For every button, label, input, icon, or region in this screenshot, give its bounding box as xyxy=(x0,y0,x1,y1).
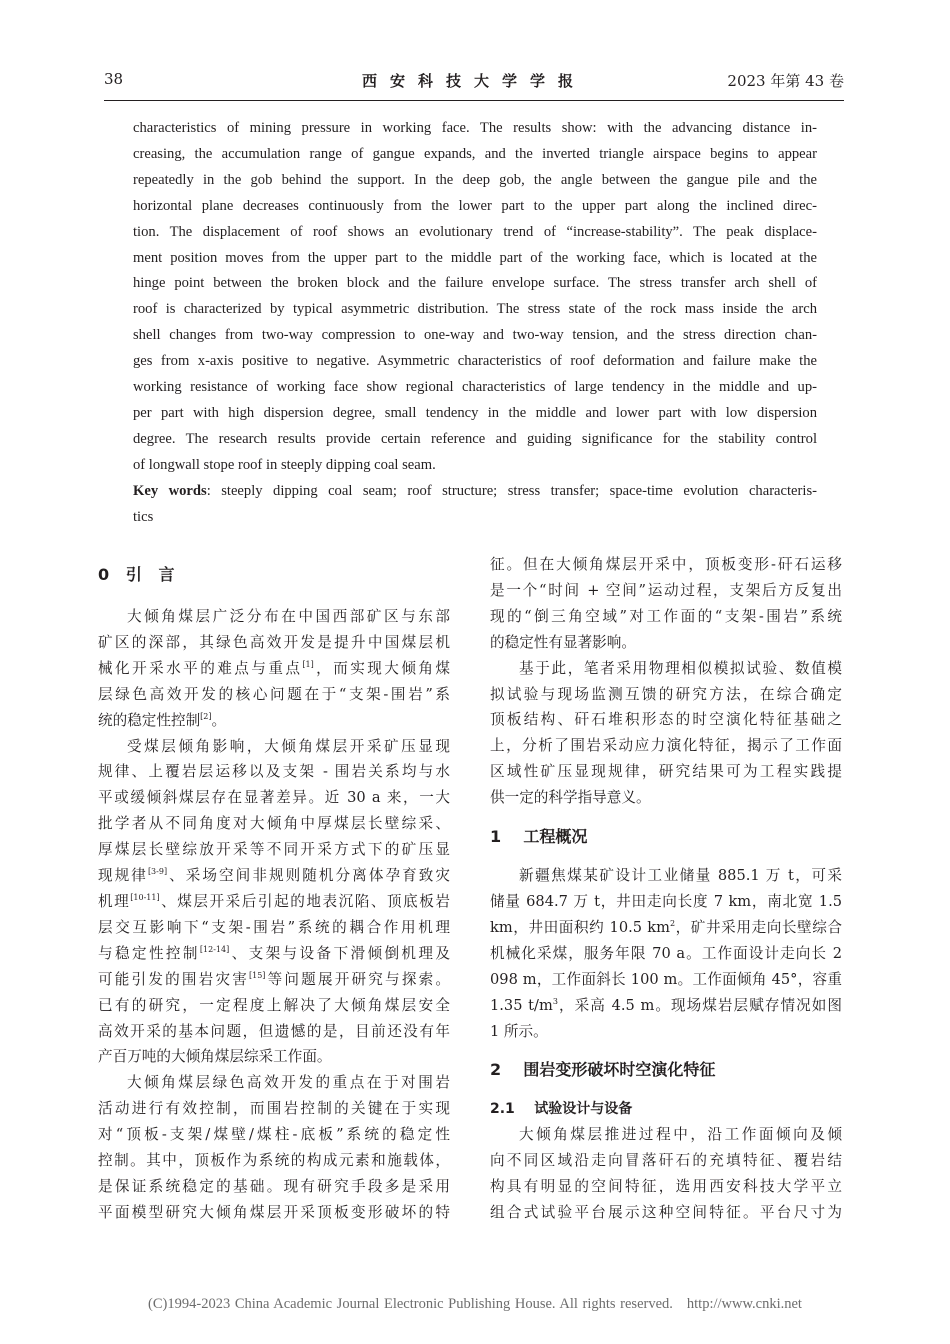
citation: [2] xyxy=(200,711,212,721)
text-line: 层交互影响下“支架-围岩”系统的耦合作用机理 xyxy=(98,918,450,936)
page-number: 38 xyxy=(104,70,124,88)
abstract-line: horizontal plane decreases continuously from the lower part to the upper part along the inclined direc- xyxy=(133,197,817,214)
text-line: 平面模型研究大倾角煤层开采顶板变形破坏的特 xyxy=(98,1203,450,1221)
text-line: 控制。其中，顶板作为系统的构成元素和施载体， xyxy=(98,1152,450,1170)
abstract-line: repeatedly in the gob behind the support. In the deep gob, the angle between the gangue pile and the xyxy=(133,171,817,188)
keywords-label: Key words xyxy=(133,482,207,499)
text-line: 层绿色高效开发的核心问题在于“支架-围岩”系 xyxy=(98,685,450,703)
text-line: 现规律[3-9]、采场空间非规则随机分离体孕育致灾 xyxy=(98,867,450,885)
keywords-text: : steeply dipping coal seam; roof structure; stress transfer; space-time evolution characteris- xyxy=(206,482,817,499)
text-line: 上，分析了围岩采动应力演化特征，揭示了工作面 xyxy=(490,737,842,755)
text-line: 大倾角煤层广泛分布在中国西部矿区与东部 xyxy=(127,608,450,625)
text-line: 矿区的深部，其绿色高效开发是提升中国煤层机 xyxy=(98,633,450,651)
superscript: 2 xyxy=(669,918,676,928)
copyright-footer xyxy=(0,1296,950,1313)
keywords-line xyxy=(133,479,817,505)
text-line: 活动进行有效控制，而围岩控制的关键在于实现 xyxy=(98,1100,450,1118)
journal-title: 西安科技大学学报 xyxy=(361,72,586,90)
abstract-line: hinge point between the broken block and the failure envelope surface. The stress transfer arch shell of xyxy=(133,275,817,292)
citation: [10-11] xyxy=(130,892,160,902)
text-line: 规律、上覆岩层运移以及支架 - 围岩关系均与水 xyxy=(98,763,450,781)
superscript: 3 xyxy=(552,996,558,1006)
text-line: 供一定的科学指导意义。 xyxy=(490,789,651,807)
text-line: 已有的研究，一定程度上解决了大倾角煤层安全 xyxy=(98,996,450,1014)
text-line: 构具有明显的空间特征，选用西安科技大学平立 xyxy=(490,1178,842,1196)
text-line: 是保证系统稳定的基础。现有研究手段多是采用 xyxy=(98,1177,450,1195)
citation: [3-9] xyxy=(147,867,168,877)
abstract-line: roof is characterized by typical asymmetric distribution. The stress state of the rock mass inside the arch xyxy=(133,301,817,318)
abstract-line: of longwall stope roof in steeply dipping coal seam. xyxy=(133,456,436,473)
section-title-intro: 0 引 言 xyxy=(98,565,175,584)
citation: [15] xyxy=(249,970,266,980)
abstract-line: shell changes from two-way compression to one-way and two-way tension, and the stress direction chan- xyxy=(133,327,817,344)
abstract-line: creasing, the accumulation range of gangue expands, and the inverted triangle airspace begins to appear xyxy=(133,145,817,162)
text-line: 高效开采的基本问题，但遗憾的是，目前还没有年 xyxy=(98,1022,450,1040)
section-title-2: 2 围岩变形破坏时空演化特征 xyxy=(490,1060,716,1080)
text-line: 大倾角煤层绿色高效开发的重点在于对围岩 xyxy=(127,1074,450,1092)
text-line: 可能引发的围岩灾害[15]等问题展开研究与探索。 xyxy=(98,970,450,988)
text-line: 平或缓倾斜煤层存在显著差异。近 30 a 来，一大 xyxy=(98,789,450,807)
text-line: 产百万吨的大倾角煤层综采工作面。 xyxy=(98,1048,332,1066)
text-line: 向不同区域沿走向冒落矸石的充填特征、覆岩结 xyxy=(490,1152,842,1170)
text-line: 大倾角煤层推进过程中，沿工作面倾向及倾 xyxy=(519,1126,842,1144)
keywords-line-2: tics xyxy=(133,508,154,525)
text-line: 机械化采煤，服务年限 70 a。工作面设计走向长 2 xyxy=(490,944,842,962)
text-line: 现的“倒三角空域”对工作面的“支架-围岩”系统 xyxy=(490,607,842,625)
text-line: 顶板结构、矸石堆积形态的时空演化特征基础之 xyxy=(490,711,842,729)
abstract-line: ges from x-axis positive to negative. Asymmetric characteristics of roof deformation and failure make the xyxy=(133,353,817,370)
text-line: 厚煤层长壁综放开采等不同开采方式下的矿压显 xyxy=(98,841,450,859)
text-line: 区域性矿压显现规律，研究结果可为工程实践提 xyxy=(490,763,842,781)
copyright-text: (C)1994-2023 China Academic Journal Electronic Publishing House. All rights reserved. xyxy=(148,1296,673,1312)
abstract-line: ment position moves from the upper part to the middle part of the working face, which is located at the xyxy=(133,249,817,266)
volume-info: 2023 年第 43 卷 xyxy=(727,72,844,90)
text-line: 拟试验与现场监测互馈的研究方法，在综合确定 xyxy=(490,685,842,703)
text-line: 新疆焦煤某矿设计工业储量 885.1 万 t，可采 xyxy=(519,867,842,885)
text-line: 是一个“时间 + 空间”运动过程，支架后方反复出 xyxy=(490,581,842,599)
text-line: 征。但在大倾角煤层开采中，顶板变形-矸石运移 xyxy=(490,556,842,573)
abstract-block xyxy=(133,116,817,531)
text-line: 对“顶板-支架/煤壁/煤柱-底板”系统的稳定性 xyxy=(98,1126,450,1144)
footer-url: http://www.cnki.net xyxy=(686,1296,802,1312)
abstract-line: tion. The displacement of roof shows an evolutionary trend of “increase-stability”. The peak displace- xyxy=(133,223,817,240)
text-line: km，井田面积约 10.5 $km^2$，矿井采用走向长壁综合 xyxy=(490,918,842,936)
text-line: 统的稳定性控制[2]。 xyxy=(98,711,227,729)
abstract-line: characteristics of mining pressure in working face. The results show: with the advancing distance in- xyxy=(133,120,817,136)
abstract-line: degree. The research results provide certain reference and guiding significance for the stability control xyxy=(133,430,817,447)
subsection-title-2-1: 2.1 试验设计与设备 xyxy=(490,1101,633,1118)
text-line: 的稳定性有显著影响。 xyxy=(490,633,636,651)
text-line: 受煤层倾角影响，大倾角煤层开采矿压显现 xyxy=(127,737,450,755)
text-line: 储量 684.7 万 t，井田走向长度 7 km，南北宽 1.5 xyxy=(490,892,842,910)
left-column xyxy=(98,552,450,1226)
text-line: 1 所示。 xyxy=(490,1022,548,1040)
text-line: 械化开采水平的难点与重点[1]，而实现大倾角煤 xyxy=(98,659,450,677)
abstract-line: working resistance of working face show regional characteristics of large tendency in the middle and up- xyxy=(133,379,817,396)
right-column xyxy=(490,552,842,1226)
text-line: 批学者从不同角度对大倾角中厚煤层长壁综采、 xyxy=(98,815,450,833)
text-line: 098 m，工作面斜长 100 m。工作面倾角 45°，容重 xyxy=(490,970,842,988)
text-line: 机理[10-11]、煤层开采后引起的地表沉陷、顶底板岩 xyxy=(98,892,450,910)
abstract-line: per part with high dispersion degree, small tendency in the middle and lower part with low dispersion xyxy=(133,404,817,421)
text-line: 1.35 $t/m^3$，采高 4.5 m。现场煤岩层赋存情况如图 xyxy=(490,996,842,1014)
citation: [12-14] xyxy=(199,944,230,954)
page-header xyxy=(104,70,844,94)
text-line: 与稳定性控制[12-14]、支架与设备下滑倾倒机理及 xyxy=(98,944,450,962)
citation: [1] xyxy=(302,659,314,669)
header-rule xyxy=(104,100,844,101)
section-title-1: 1 工程概况 xyxy=(490,827,588,847)
text-line: 组合式试验平台展示这种空间特征。平台尺寸为 xyxy=(490,1204,842,1222)
text-line: 基于此，笔者采用物理相似模拟试验、数值模 xyxy=(519,659,842,677)
